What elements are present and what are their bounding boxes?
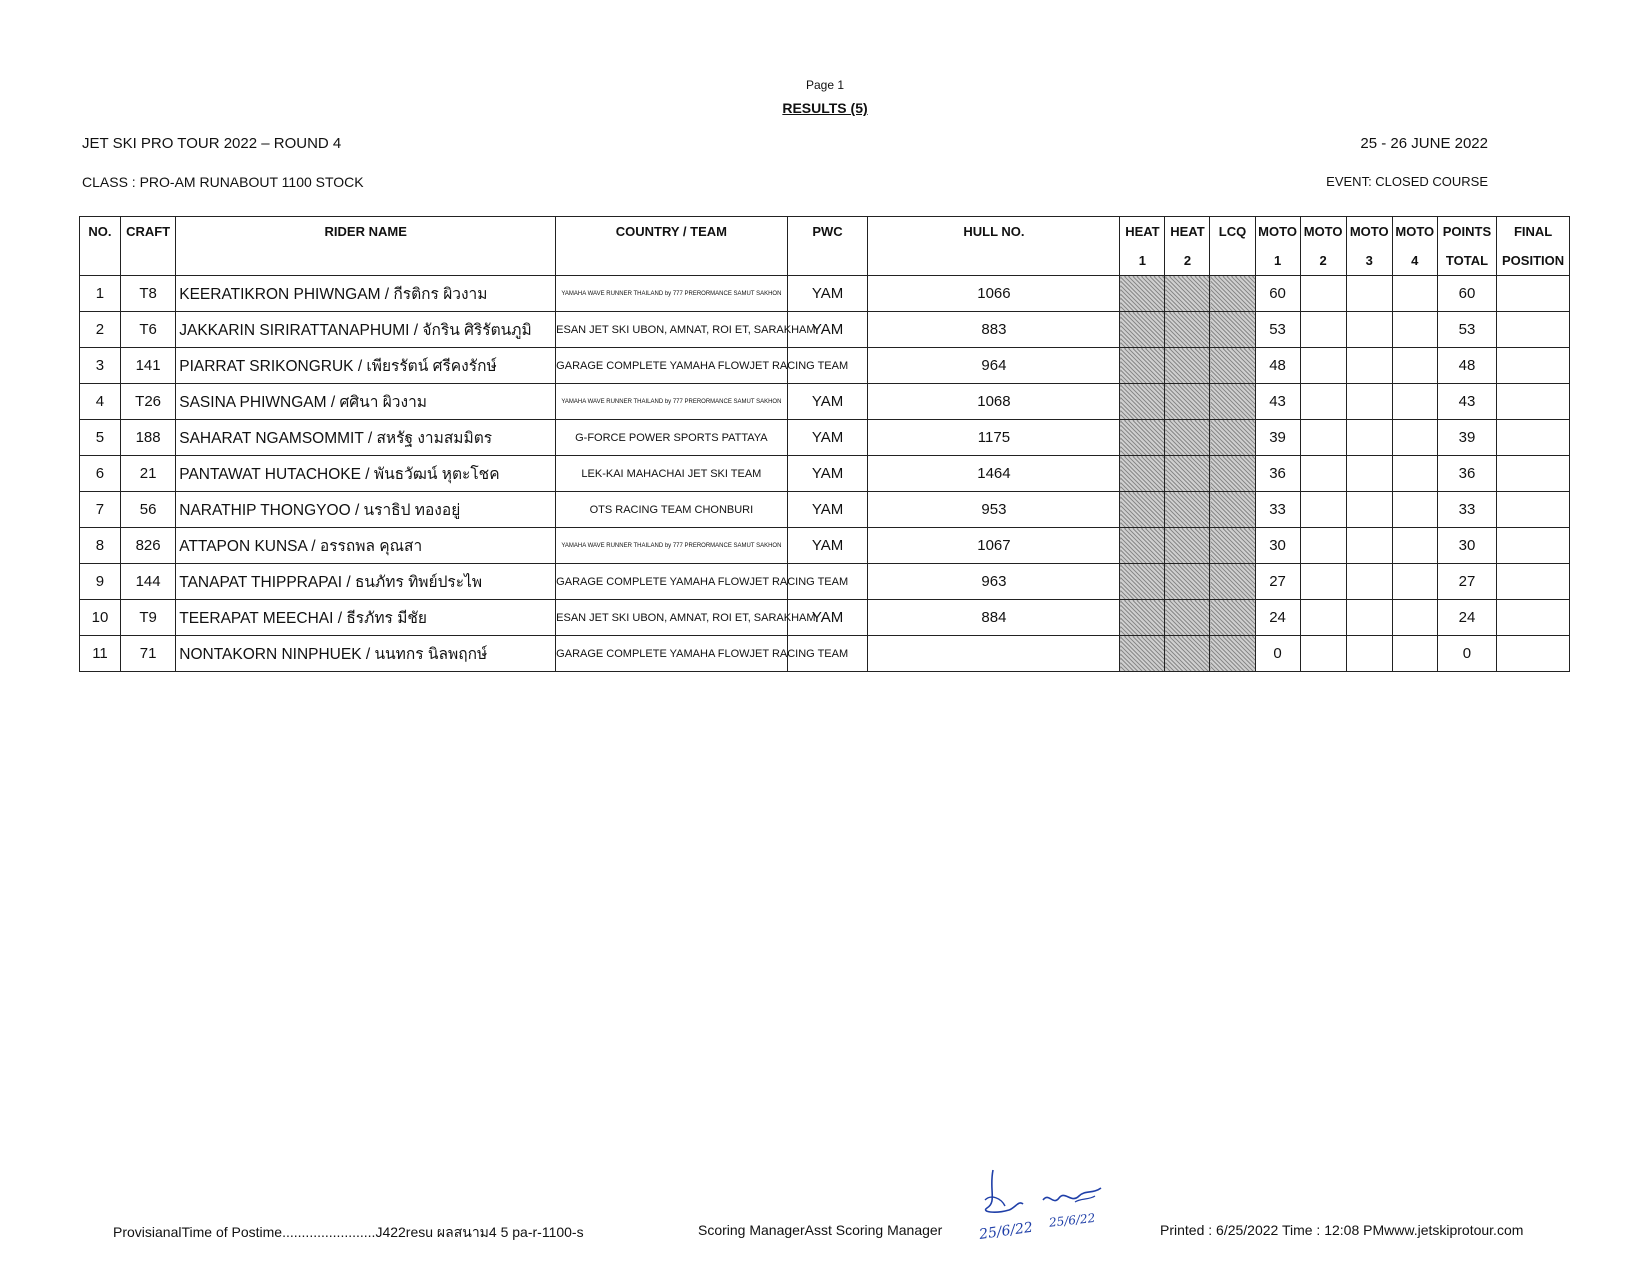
craft-number-cell: 71 xyxy=(120,636,175,672)
moto-1-cell: 24 xyxy=(1255,600,1300,636)
moto-2-cell xyxy=(1300,600,1346,636)
column-header-label: MOTO xyxy=(1349,224,1389,239)
table-row xyxy=(80,384,1570,420)
moto-3-cell xyxy=(1346,636,1392,672)
hull-number-cell: 883 xyxy=(868,312,1120,348)
moto-4-cell xyxy=(1392,384,1437,420)
team-cell: YAMAHA WAVE RUNNER THAILAND by 777 PRERORMANCE SAMUT SAKHON xyxy=(556,276,787,312)
results-table xyxy=(79,216,1570,672)
final-position-cell xyxy=(1497,636,1570,672)
points-total-cell: 48 xyxy=(1437,348,1496,384)
lcq-cell xyxy=(1210,600,1255,636)
craft-number-cell: 21 xyxy=(120,456,175,492)
final-position-cell xyxy=(1497,384,1570,420)
heat-1-cell xyxy=(1120,312,1165,348)
column-header xyxy=(556,217,787,276)
position-number-cell: 6 xyxy=(80,456,121,492)
column-header xyxy=(1255,217,1300,276)
moto-2-cell xyxy=(1300,636,1346,672)
rider-name-cell: TANAPAT THIPPRAPAI / ธนภัทร ทิพย์ประไพ xyxy=(176,564,556,600)
points-total-cell: 27 xyxy=(1437,564,1496,600)
pwc-cell: YAM xyxy=(787,276,868,312)
column-header-label: MOTO xyxy=(1395,224,1435,239)
column-header xyxy=(1210,217,1255,276)
hull-number-cell: 884 xyxy=(868,600,1120,636)
points-total-cell: 24 xyxy=(1437,600,1496,636)
hull-number-cell: 1067 xyxy=(868,528,1120,564)
table-row xyxy=(80,420,1570,456)
moto-1-cell: 60 xyxy=(1255,276,1300,312)
points-total-cell: 60 xyxy=(1437,276,1496,312)
rider-name-cell: PANTAWAT HUTACHOKE / พันธวัฒน์ หุตะโชค xyxy=(176,456,556,492)
heat-2-cell xyxy=(1165,420,1210,456)
craft-number-cell: 56 xyxy=(120,492,175,528)
moto-3-cell xyxy=(1346,528,1392,564)
heat-2-cell xyxy=(1165,456,1210,492)
position-number-cell: 2 xyxy=(80,312,121,348)
moto-2-cell xyxy=(1300,564,1346,600)
table-row xyxy=(80,564,1570,600)
heat-1-cell xyxy=(1120,528,1165,564)
position-number-cell: 7 xyxy=(80,492,121,528)
heat-1-cell xyxy=(1120,384,1165,420)
final-position-cell xyxy=(1497,600,1570,636)
hull-number-cell: 964 xyxy=(868,348,1120,384)
moto-3-cell xyxy=(1346,492,1392,528)
final-position-cell xyxy=(1497,312,1570,348)
final-position-cell xyxy=(1497,348,1570,384)
moto-2-cell xyxy=(1300,420,1346,456)
pwc-cell: YAM xyxy=(787,456,868,492)
heat-1-cell xyxy=(1120,276,1165,312)
pwc-cell: YAM xyxy=(787,528,868,564)
heat-2-cell xyxy=(1165,600,1210,636)
column-header-label: MOTO xyxy=(1258,224,1297,239)
team-cell: OTS RACING TEAM CHONBURI xyxy=(556,492,787,528)
event-name: JET SKI PRO TOUR 2022 – ROUND 4 xyxy=(82,135,342,152)
pwc-cell: YAM xyxy=(787,312,868,348)
column-header xyxy=(80,217,121,276)
position-number-cell: 8 xyxy=(80,528,121,564)
moto-1-cell: 30 xyxy=(1255,528,1300,564)
column-header-label: COUNTRY / TEAM xyxy=(615,224,727,239)
table-row xyxy=(80,348,1570,384)
moto-1-cell: 39 xyxy=(1255,420,1300,456)
rider-name-cell: KEERATIKRON PHIWNGAM / กีรติกร ผิวงาม xyxy=(176,276,556,312)
hull-number-cell: 1066 xyxy=(868,276,1120,312)
moto-1-cell: 53 xyxy=(1255,312,1300,348)
pwc-cell: YAM xyxy=(787,384,868,420)
heat-1-cell xyxy=(1120,456,1165,492)
pwc-cell: YAM xyxy=(787,600,868,636)
moto-1-cell: 0 xyxy=(1255,636,1300,672)
page-number: Page 1 xyxy=(805,78,845,92)
craft-number-cell: T8 xyxy=(120,276,175,312)
points-total-cell: 39 xyxy=(1437,420,1496,456)
moto-1-cell: 48 xyxy=(1255,348,1300,384)
table-header-row xyxy=(80,217,1570,276)
table-row xyxy=(80,312,1570,348)
heat-1-cell xyxy=(1120,420,1165,456)
rider-name-cell: NONTAKORN NINPHUEK / นนทกร นิลพฤกษ์ xyxy=(176,636,556,672)
column-header-sublabel: 1 xyxy=(1273,253,1282,268)
hull-number-cell: 1175 xyxy=(868,420,1120,456)
svg-text:25/6/22: 25/6/22 xyxy=(978,1219,1034,1243)
column-header xyxy=(120,217,175,276)
moto-3-cell xyxy=(1346,600,1392,636)
moto-1-cell: 43 xyxy=(1255,384,1300,420)
moto-2-cell xyxy=(1300,348,1346,384)
final-position-cell xyxy=(1497,528,1570,564)
event-type: EVENT: CLOSED COURSE xyxy=(1326,174,1488,189)
moto-4-cell xyxy=(1392,276,1437,312)
hull-number-cell: 953 xyxy=(868,492,1120,528)
column-header-label: FINAL xyxy=(1513,224,1553,239)
heat-2-cell xyxy=(1165,528,1210,564)
craft-number-cell: T26 xyxy=(120,384,175,420)
points-total-cell: 53 xyxy=(1437,312,1496,348)
position-number-cell: 11 xyxy=(80,636,121,672)
lcq-cell xyxy=(1210,492,1255,528)
team-cell: GARAGE COMPLETE YAMAHA FLOWJET RACING TEAM xyxy=(556,348,787,384)
team-cell: ESAN JET SKI UBON, AMNAT, ROI ET, SARAKHAM xyxy=(556,600,787,636)
footer-printed-info: Printed : 6/25/2022 Time : 12:08 PMwww.jetskiprotour.com xyxy=(1160,1222,1524,1238)
lcq-cell xyxy=(1210,528,1255,564)
final-position-cell xyxy=(1497,564,1570,600)
moto-4-cell xyxy=(1392,528,1437,564)
heat-1-cell xyxy=(1120,636,1165,672)
final-position-cell xyxy=(1497,420,1570,456)
final-position-cell xyxy=(1497,492,1570,528)
team-cell: YAMAHA WAVE RUNNER THAILAND by 777 PRERORMANCE SAMUT SAKHON xyxy=(556,384,787,420)
pwc-cell: YAM xyxy=(787,420,868,456)
moto-2-cell xyxy=(1300,276,1346,312)
points-total-cell: 33 xyxy=(1437,492,1496,528)
hull-number-cell: 1464 xyxy=(868,456,1120,492)
moto-2-cell xyxy=(1300,312,1346,348)
column-header-label: HEAT xyxy=(1170,224,1205,239)
column-header-sublabel: TOTAL xyxy=(1445,253,1489,268)
column-header-label: HEAT xyxy=(1125,224,1160,239)
table-row xyxy=(80,492,1570,528)
column-header-sublabel: 4 xyxy=(1411,253,1419,268)
team-cell: GARAGE COMPLETE YAMAHA FLOWJET RACING TEAM xyxy=(556,564,787,600)
signature-image xyxy=(975,1160,1115,1243)
moto-3-cell xyxy=(1346,564,1392,600)
table-row xyxy=(80,528,1570,564)
moto-1-cell: 36 xyxy=(1255,456,1300,492)
column-header xyxy=(1120,217,1165,276)
rider-name-cell: SASINA PHIWNGAM / ศศินา ผิวงาม xyxy=(176,384,556,420)
moto-4-cell xyxy=(1392,312,1437,348)
moto-4-cell xyxy=(1392,348,1437,384)
final-position-cell xyxy=(1497,276,1570,312)
lcq-cell xyxy=(1210,348,1255,384)
rider-name-cell: SAHARAT NGAMSOMMIT / สหรัฐ งามสมมิตร xyxy=(176,420,556,456)
column-header-label: NO. xyxy=(88,224,112,239)
column-header-sublabel: 1 xyxy=(1138,253,1147,268)
page-title xyxy=(0,100,1650,116)
final-position-cell xyxy=(1497,456,1570,492)
moto-4-cell xyxy=(1392,636,1437,672)
rider-name-cell: ATTAPON KUNSA / อรรถพล คุณสา xyxy=(176,528,556,564)
position-number-cell: 1 xyxy=(80,276,121,312)
column-header-label: POINTS xyxy=(1442,224,1492,239)
rider-name-cell: NARATHIP THONGYOO / นราธิป ทองอยู่ xyxy=(176,492,556,528)
team-cell: G-FORCE POWER SPORTS PATTAYA xyxy=(556,420,787,456)
column-header xyxy=(1300,217,1346,276)
footer-scoring-managers: Scoring ManagerAsst Scoring Manager xyxy=(698,1222,943,1238)
lcq-cell xyxy=(1210,564,1255,600)
lcq-cell xyxy=(1210,312,1255,348)
moto-4-cell xyxy=(1392,600,1437,636)
heat-1-cell xyxy=(1120,564,1165,600)
moto-2-cell xyxy=(1300,528,1346,564)
points-total-cell: 0 xyxy=(1437,636,1496,672)
points-total-cell: 43 xyxy=(1437,384,1496,420)
column-header-sublabel: 2 xyxy=(1183,253,1192,268)
heat-2-cell xyxy=(1165,564,1210,600)
rider-name-cell: TEERAPAT MEECHAI / ธีรภัทร มีชัย xyxy=(176,600,556,636)
event-dates: 25 - 26 JUNE 2022 xyxy=(1360,135,1488,152)
svg-text:25/6/22: 25/6/22 xyxy=(1048,1210,1096,1230)
moto-3-cell xyxy=(1346,384,1392,420)
results-title: RESULTS (5) xyxy=(782,100,868,116)
column-header-label: MOTO xyxy=(1303,224,1343,239)
lcq-cell xyxy=(1210,636,1255,672)
craft-number-cell: 141 xyxy=(120,348,175,384)
team-cell: YAMAHA WAVE RUNNER THAILAND by 777 PRERORMANCE SAMUT SAKHON xyxy=(556,528,787,564)
craft-number-cell: T9 xyxy=(120,600,175,636)
column-header xyxy=(1497,217,1570,276)
moto-3-cell xyxy=(1346,456,1392,492)
hull-number-cell xyxy=(868,636,1120,672)
rider-name-cell: JAKKARIN SIRIRATTANAPHUMI / จักริน ศิริรัตนภูมิ xyxy=(176,312,556,348)
moto-4-cell xyxy=(1392,492,1437,528)
table-row xyxy=(80,636,1570,672)
column-header-label: HULL NO. xyxy=(963,224,1025,239)
lcq-cell xyxy=(1210,276,1255,312)
column-header xyxy=(1437,217,1496,276)
craft-number-cell: 188 xyxy=(120,420,175,456)
column-header xyxy=(176,217,556,276)
moto-4-cell xyxy=(1392,420,1437,456)
race-class: CLASS : PRO-AM RUNABOUT 1100 STOCK xyxy=(82,174,364,190)
heat-2-cell xyxy=(1165,276,1210,312)
lcq-cell xyxy=(1210,384,1255,420)
moto-3-cell xyxy=(1346,348,1392,384)
moto-1-cell: 33 xyxy=(1255,492,1300,528)
moto-4-cell xyxy=(1392,564,1437,600)
heat-1-cell xyxy=(1120,600,1165,636)
heat-2-cell xyxy=(1165,492,1210,528)
rider-name-cell: PIARRAT SRIKONGRUK / เพียรรัตน์ ศรีคงรักษ์ xyxy=(176,348,556,384)
position-number-cell: 9 xyxy=(80,564,121,600)
footer-provisional-info: ProvisianalTime of Postime........................J422resu ผลสนาม4 5 pa-r-1100-s xyxy=(113,1224,584,1240)
moto-2-cell xyxy=(1300,456,1346,492)
moto-4-cell xyxy=(1392,456,1437,492)
moto-1-cell: 27 xyxy=(1255,564,1300,600)
column-header-label: CRAFT xyxy=(126,224,171,239)
team-cell: GARAGE COMPLETE YAMAHA FLOWJET RACING TEAM xyxy=(556,636,787,672)
lcq-cell xyxy=(1210,456,1255,492)
craft-number-cell: T6 xyxy=(120,312,175,348)
column-header xyxy=(787,217,868,276)
heat-2-cell xyxy=(1165,348,1210,384)
moto-3-cell xyxy=(1346,276,1392,312)
craft-number-cell: 826 xyxy=(120,528,175,564)
column-header xyxy=(868,217,1120,276)
column-header-label: PWC xyxy=(812,224,843,239)
heat-2-cell xyxy=(1165,312,1210,348)
moto-2-cell xyxy=(1300,492,1346,528)
column-header-sublabel: 3 xyxy=(1365,253,1373,268)
heat-1-cell xyxy=(1120,492,1165,528)
moto-2-cell xyxy=(1300,384,1346,420)
position-number-cell: 3 xyxy=(80,348,121,384)
table-row xyxy=(80,600,1570,636)
table-row xyxy=(80,456,1570,492)
column-header-sublabel: POSITION xyxy=(1502,253,1565,268)
position-number-cell: 4 xyxy=(80,384,121,420)
team-cell: LEK-KAI MAHACHAI JET SKI TEAM xyxy=(556,456,787,492)
hull-number-cell: 963 xyxy=(868,564,1120,600)
hull-number-cell: 1068 xyxy=(868,384,1120,420)
column-header-sublabel: 2 xyxy=(1319,253,1327,268)
column-header xyxy=(1165,217,1210,276)
heat-1-cell xyxy=(1120,348,1165,384)
column-header xyxy=(1346,217,1392,276)
pwc-cell: YAM xyxy=(787,492,868,528)
column-header-label: RIDER NAME xyxy=(324,224,407,239)
points-total-cell: 36 xyxy=(1437,456,1496,492)
team-cell: ESAN JET SKI UBON, AMNAT, ROI ET, SARAKHAM xyxy=(556,312,787,348)
position-number-cell: 10 xyxy=(80,600,121,636)
column-header-label: LCQ xyxy=(1218,224,1247,239)
moto-3-cell xyxy=(1346,420,1392,456)
craft-number-cell: 144 xyxy=(120,564,175,600)
heat-2-cell xyxy=(1165,636,1210,672)
moto-3-cell xyxy=(1346,312,1392,348)
position-number-cell: 5 xyxy=(80,420,121,456)
column-header xyxy=(1392,217,1437,276)
heat-2-cell xyxy=(1165,384,1210,420)
lcq-cell xyxy=(1210,420,1255,456)
table-row xyxy=(80,276,1570,312)
points-total-cell: 30 xyxy=(1437,528,1496,564)
